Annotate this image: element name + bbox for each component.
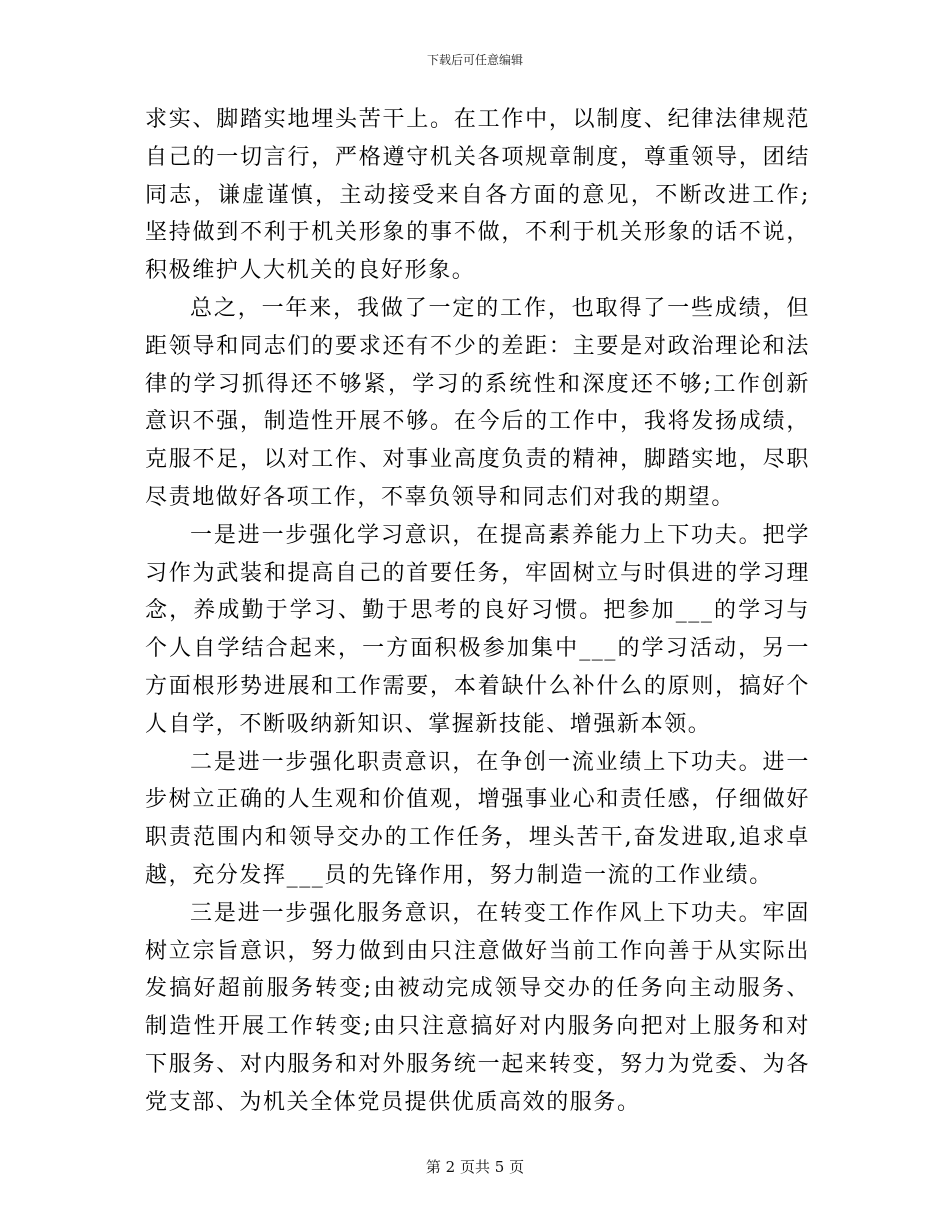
page-header: 下载后可任意编辑 bbox=[426, 53, 523, 67]
page-footer: 第 2 页共 5 页 bbox=[425, 1158, 525, 1176]
paragraph-duty-awareness: 二是进一步强化职责意识，在争创一流业绩上下功夫。进一步树立正确的人生观和价值观，增强事业心和责任感，仔细做好职责范围内和领导交办的工作任务，埋头苦干,奋发进取,追求卓越，充分发挥___员的先锋作用，努力制造一流的工作业绩。 bbox=[145, 749, 810, 888]
document-body bbox=[145, 101, 810, 1122]
paragraph-summary: 总之，一年来，我做了一定的工作，也取得了一些成绩，但距领导和同志们的要求还有不少的差距：主要是对政治理论和法律的学习抓得还不够紧，学习的系统性和深度还不够;工作创新意识不强，制造性开展不够。在今后的工作中，我将发扬成绩，克服不足，以对工作、对事业高度负责的精神，脚踏实地，尽职尽责地做好各项工作，不辜负领导和同志们对我的期望。 bbox=[145, 295, 810, 510]
paragraph-service-awareness: 三是进一步强化服务意识，在转变工作作风上下功夫。牢固树立宗旨意识，努力做到由只注意做好当前工作向善于从实际出发搞好超前服务转变;由被动完成领导交办的任务向主动服务、制造性开展工作转变;由只注意搞好对内服务向把对上服务和对下服务、对内服务和对外服务统一起来转变，努力为党委、为各党支部、为机关全体党员提供优质高效的服务。 bbox=[145, 900, 810, 1115]
paragraph-study-awareness: 一是进一步强化学习意识，在提高素养能力上下功夫。把学习作为武装和提高自己的首要任务，牢固树立与时俱进的学习理念，养成勤于学习、勤于思考的良好习惯。把参加___的学习与个人自学结合起来，一方面积极参加集中___的学习活动，另一方面根形势进展和工作需要，本着缺什么补什么的原则，搞好个人自学，不断吸纳新知识、掌握新技能、增强新本领。 bbox=[145, 522, 810, 737]
paragraph-continuation: 求实、脚踏实地埋头苦干上。在工作中，以制度、纪律法律规范自己的一切言行，严格遵守机关各项规章制度，尊重领导，团结同志，谦虚谨慎，主动接受来自各方面的意见，不断改进工作;坚持做到不利于机关形象的事不做，不利于机关形象的话不说，积极维护人大机关的良好形象。 bbox=[145, 107, 810, 284]
